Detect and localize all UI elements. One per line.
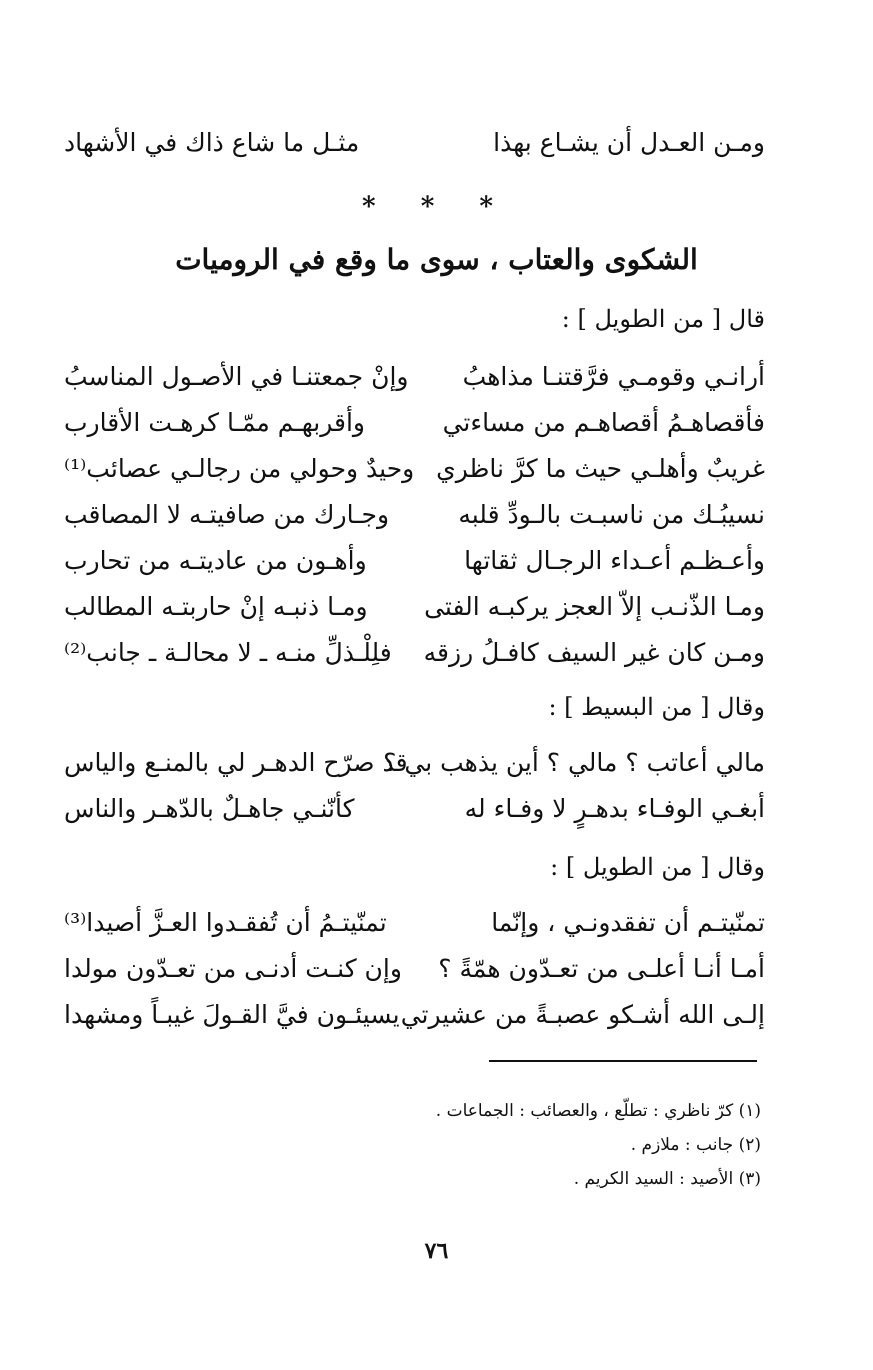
- verse-left-hemistich: قد صرّح الدهـر لي بالمنـع والياس: [64, 748, 408, 777]
- verse-left-hemistich: وحيدٌ وحولي من رجالـي عصائب⁽¹⁾: [64, 454, 415, 483]
- verse-left-hemistich: تمنّيتـمُ أن تُفقـدوا العـزَّ أصيدا⁽³⁾: [64, 908, 387, 937]
- verse-left-hemistich: وإنْ جمعتنـا في الأصـول المناسبُ: [64, 362, 409, 391]
- verse-right-hemistich: أمـا أنـا أعلـى من تعـدّون همّةً ؟: [438, 954, 765, 983]
- verse-left-hemistich: فلِلْـذلِّ منـه ـ لا محالـة ـ جانب⁽²⁾: [64, 638, 392, 667]
- top-verse-right-hemistich: ومـن العـدل أن يشـاع بهذا: [493, 128, 765, 157]
- top-verse-left-hemistich: مثـل ما شاع ذاك في الأشهاد: [64, 128, 360, 157]
- verse-left-hemistich: وأهـون من عاديتـه من تحارب: [64, 546, 367, 575]
- verse-right-hemistich: وأعـظـم أعـداء الرجـال ثقاتها: [464, 546, 765, 575]
- verse-left-hemistich: يسيئـون فيَّ القـولَ غيبـاً ومشهدا: [64, 1000, 400, 1029]
- verse-left-hemistich: وإن كنـت أدنـى من تعـدّون مولدا: [64, 954, 402, 983]
- section-title: الشكوى والعتاب ، سوى ما وقع في الروميات: [175, 243, 698, 276]
- verse-right-hemistich: ومـا الذّنـب إلاّ العجز يركبـه الفتى: [424, 592, 765, 621]
- verse-left-hemistich: كأنّنـي جاهـلٌ بالدّهـر والناس: [64, 794, 355, 823]
- verse-right-hemistich: غريبٌ وأهلـي حيث ما كرَّ ناظري: [436, 454, 765, 483]
- verse-right-hemistich: نسيبُـك من ناسبـت بالـودِّ قلبه: [458, 500, 765, 529]
- verse-right-hemistich: مالي أعاتب ؟ مالي ؟ أين يذهب بي ؟: [383, 748, 765, 777]
- verse-left-hemistich: ومـا ذنبـه إنْ حاربتـه المطالب: [64, 592, 368, 621]
- page-number: ٧٦: [424, 1238, 449, 1264]
- footnote: (١) كرّ ناظري : تطلّع ، والعصائب : الجماعات .: [435, 1101, 761, 1121]
- footnote: (٣) الأصيد : السيد الكريم .: [573, 1169, 761, 1189]
- verse-right-hemistich: ومـن كان غير السيف كافـلُ رزقه: [423, 638, 765, 667]
- verse-left-hemistich: وجـارك من صافيتـه لا المصاقب: [64, 500, 390, 529]
- footnote-divider: [489, 1060, 757, 1062]
- poem-intro: وقال [ من الطويل ] :: [550, 853, 765, 881]
- poem-intro: وقال [ من البسيط ] :: [548, 693, 765, 721]
- verse-left-hemistich: وأقربهـم ممّـا كرهـت الأقارب: [64, 408, 365, 437]
- verse-right-hemistich: فأقصاهـمُ أقصاهـم من مساءتي: [442, 408, 765, 437]
- footnote: (٢) جانب : ملازم .: [630, 1135, 761, 1155]
- verse-right-hemistich: إلـى الله أشـكو عصبـةً من عشيرتي: [400, 1000, 765, 1029]
- verse-right-hemistich: أبغـي الوفـاء بدهـرٍ لا وفـاء له: [464, 794, 765, 823]
- verse-right-hemistich: أرانـي وقومـي فرَّقتنـا مذاهبُ: [462, 362, 765, 391]
- section-separator: * * *: [362, 192, 511, 222]
- verse-right-hemistich: تمنّيتـم أن تفقدونـي ، وإنّما: [491, 908, 765, 937]
- poem-intro: قال [ من الطويل ] :: [561, 305, 765, 333]
